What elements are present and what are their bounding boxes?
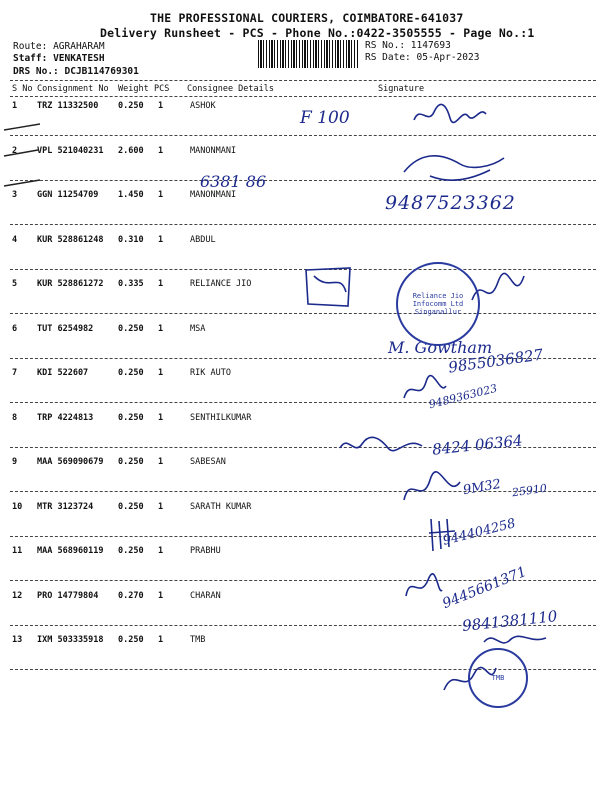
drs-label: DRS No.:: [13, 66, 59, 77]
row-weight: 0.250: [118, 501, 144, 512]
hand-phone-r12: 9841381110: [461, 607, 559, 635]
staff-value: VENKATESH: [53, 53, 105, 64]
row-weight: 2.600: [118, 145, 144, 156]
route-value: AGRAHARAM: [53, 41, 105, 52]
row-consignee: MSA: [190, 323, 206, 334]
barcode: [258, 40, 358, 68]
row-weight: 0.250: [118, 546, 144, 556]
row-weight: 0.270: [118, 590, 144, 601]
row-divider: [10, 402, 596, 403]
row-consignment: KUR 528861272: [37, 279, 104, 289]
row-divider: [10, 491, 596, 492]
header-rule-bottom: [10, 96, 596, 97]
hand-phone-r10: 944404258: [441, 516, 518, 549]
row-pcs: 1: [158, 546, 164, 556]
row-pcs: 1: [158, 190, 164, 200]
col-signature: Signature: [378, 84, 425, 94]
row-weight: 0.335: [118, 279, 144, 289]
row-sno: 8: [12, 412, 18, 423]
row-pcs: 1: [158, 501, 164, 512]
row-sno: 5: [12, 279, 18, 289]
row-weight: 0.250: [118, 368, 144, 378]
row-weight: 0.250: [118, 457, 144, 467]
row-weight: 0.250: [118, 101, 144, 111]
row-consignee: MANONMANI: [190, 145, 237, 156]
row-pcs: 1: [158, 457, 164, 467]
row-consignment: MAA 568960119: [37, 546, 104, 556]
row-consignment: PRO 14779804: [37, 590, 99, 601]
row-sno: 13: [12, 635, 23, 645]
signature-r5: [300, 262, 360, 312]
row-sno: 4: [12, 234, 18, 245]
row-consignee: RELIANCE JIO: [190, 279, 252, 289]
row-sno: 2: [12, 145, 18, 156]
signature-r10: [425, 515, 460, 555]
staff-line: [13, 53, 105, 64]
hand-note-r2: 6381 86: [200, 172, 267, 191]
row-pcs: 1: [158, 412, 164, 423]
hand-num-r9: 25910: [511, 481, 548, 500]
rs-no-value: 1147693: [410, 40, 451, 51]
row-consignment: KDI 522607: [37, 368, 89, 378]
hand-phone-r6: 9855036827: [447, 345, 545, 377]
hand-name-r6: M. Gowtham: [388, 338, 493, 357]
row-consignment: TRZ 11332500: [37, 101, 99, 111]
row-sno: 10: [12, 501, 23, 512]
row-pcs: 1: [158, 145, 164, 156]
staff-label: Staff:: [13, 53, 48, 64]
col-pcs: PCS: [154, 84, 170, 94]
row-weight: 0.250: [118, 323, 144, 334]
row-weight: 0.250: [118, 412, 144, 423]
row-consignment: VPL 521040231: [37, 145, 104, 156]
row-divider: [10, 536, 596, 537]
header-rule-top: [10, 80, 596, 81]
signature-r9: [400, 470, 465, 510]
row-pcs: 1: [158, 635, 164, 645]
drs-value: DCJB114769301: [64, 66, 139, 77]
row-sno: 3: [12, 190, 18, 200]
signature-r11: [400, 570, 445, 602]
row-consignment: IXM 503335918: [37, 635, 104, 645]
hand-note-r9: 9M32: [461, 476, 503, 499]
row-divider: [10, 135, 596, 136]
row-consignment: MTR 3123724: [37, 501, 94, 512]
col-sno: S No: [12, 84, 33, 94]
row-consignee: CHARAN: [190, 590, 221, 601]
row-divider: [10, 224, 596, 225]
row-sno: 12: [12, 590, 23, 601]
row-consignment: GGN 11254709: [37, 190, 99, 200]
rs-date-label: RS Date:: [365, 52, 411, 63]
row-consignee: ABDUL: [190, 234, 216, 245]
col-weight: Weight: [118, 84, 149, 94]
row-sno: 1: [12, 101, 18, 111]
col-cons: Consignment No: [37, 84, 109, 94]
hand-note-r1: F 100: [300, 108, 350, 128]
row-consignee: ASHOK: [190, 101, 216, 111]
row-pcs: 1: [158, 279, 164, 289]
row-consignee: RIK AUTO: [190, 368, 231, 378]
row-pcs: 1: [158, 101, 164, 111]
row-consignee: SABESAN: [190, 457, 226, 467]
runsheet-title: Delivery Runsheet - PCS - Phone No.:0422-3505555 - Page No.:1: [100, 26, 535, 40]
signature-r8: [336, 430, 426, 460]
drs-line: [13, 66, 139, 77]
row-weight: 1.450: [118, 190, 144, 200]
row-consignment: TUT 6254982: [37, 323, 94, 334]
rs-no-label: RS No.:: [365, 40, 406, 51]
reliance-stamp: [396, 262, 480, 346]
row-weight: 0.310: [118, 234, 144, 245]
rs-date-value: 05-Apr-2023: [416, 52, 480, 63]
company-title: THE PROFESSIONAL COURIERS, COIMBATORE-641037: [150, 11, 464, 25]
row-consignee: SARATH KUMAR: [190, 501, 252, 512]
rs-no-line: [365, 40, 451, 51]
row-sno: 7: [12, 368, 18, 378]
route-line: [13, 41, 105, 52]
reliance-stamp-text: Reliance Jio Infocomm Ltd Singanallur: [412, 292, 464, 316]
hand-phone-r8: 8424 06364: [431, 431, 524, 459]
row-consignment: MAA 569090679: [37, 457, 104, 467]
row-consignee: PRABHU: [190, 546, 221, 556]
row-weight: 0.250: [118, 635, 144, 645]
signature-r2: [400, 148, 510, 188]
row-consignee: SENTHILKUMAR: [190, 412, 252, 423]
row-pcs: 1: [158, 590, 164, 601]
row-pcs: 1: [158, 323, 164, 334]
hand-phone-r7: 9489363023: [427, 381, 499, 412]
row-sno: 9: [12, 457, 18, 467]
tmb-stamp-text: TMB: [491, 674, 505, 682]
row-pcs: 1: [158, 368, 164, 378]
hand-phone-r11: 9445661371: [440, 563, 529, 613]
row-consignee: TMB: [190, 635, 206, 645]
signature-r7: [400, 372, 450, 408]
signature-r1: [410, 100, 490, 130]
row-pcs: 1: [158, 234, 164, 245]
hand-phone-r3: 9487523362: [385, 192, 516, 214]
row-consignment: TRP 4224813: [37, 412, 94, 423]
tmb-stamp: [468, 648, 528, 708]
row-sno: 11: [12, 546, 23, 556]
left-margin-marks: [0, 120, 45, 210]
route-label: Route:: [13, 41, 48, 52]
row-sno: 6: [12, 323, 18, 334]
row-consignee: MANONMANI: [190, 190, 237, 200]
rs-date-line: [365, 52, 479, 63]
row-consignment: KUR 528861248: [37, 234, 104, 245]
col-consignee: Consignee Details: [187, 84, 274, 94]
